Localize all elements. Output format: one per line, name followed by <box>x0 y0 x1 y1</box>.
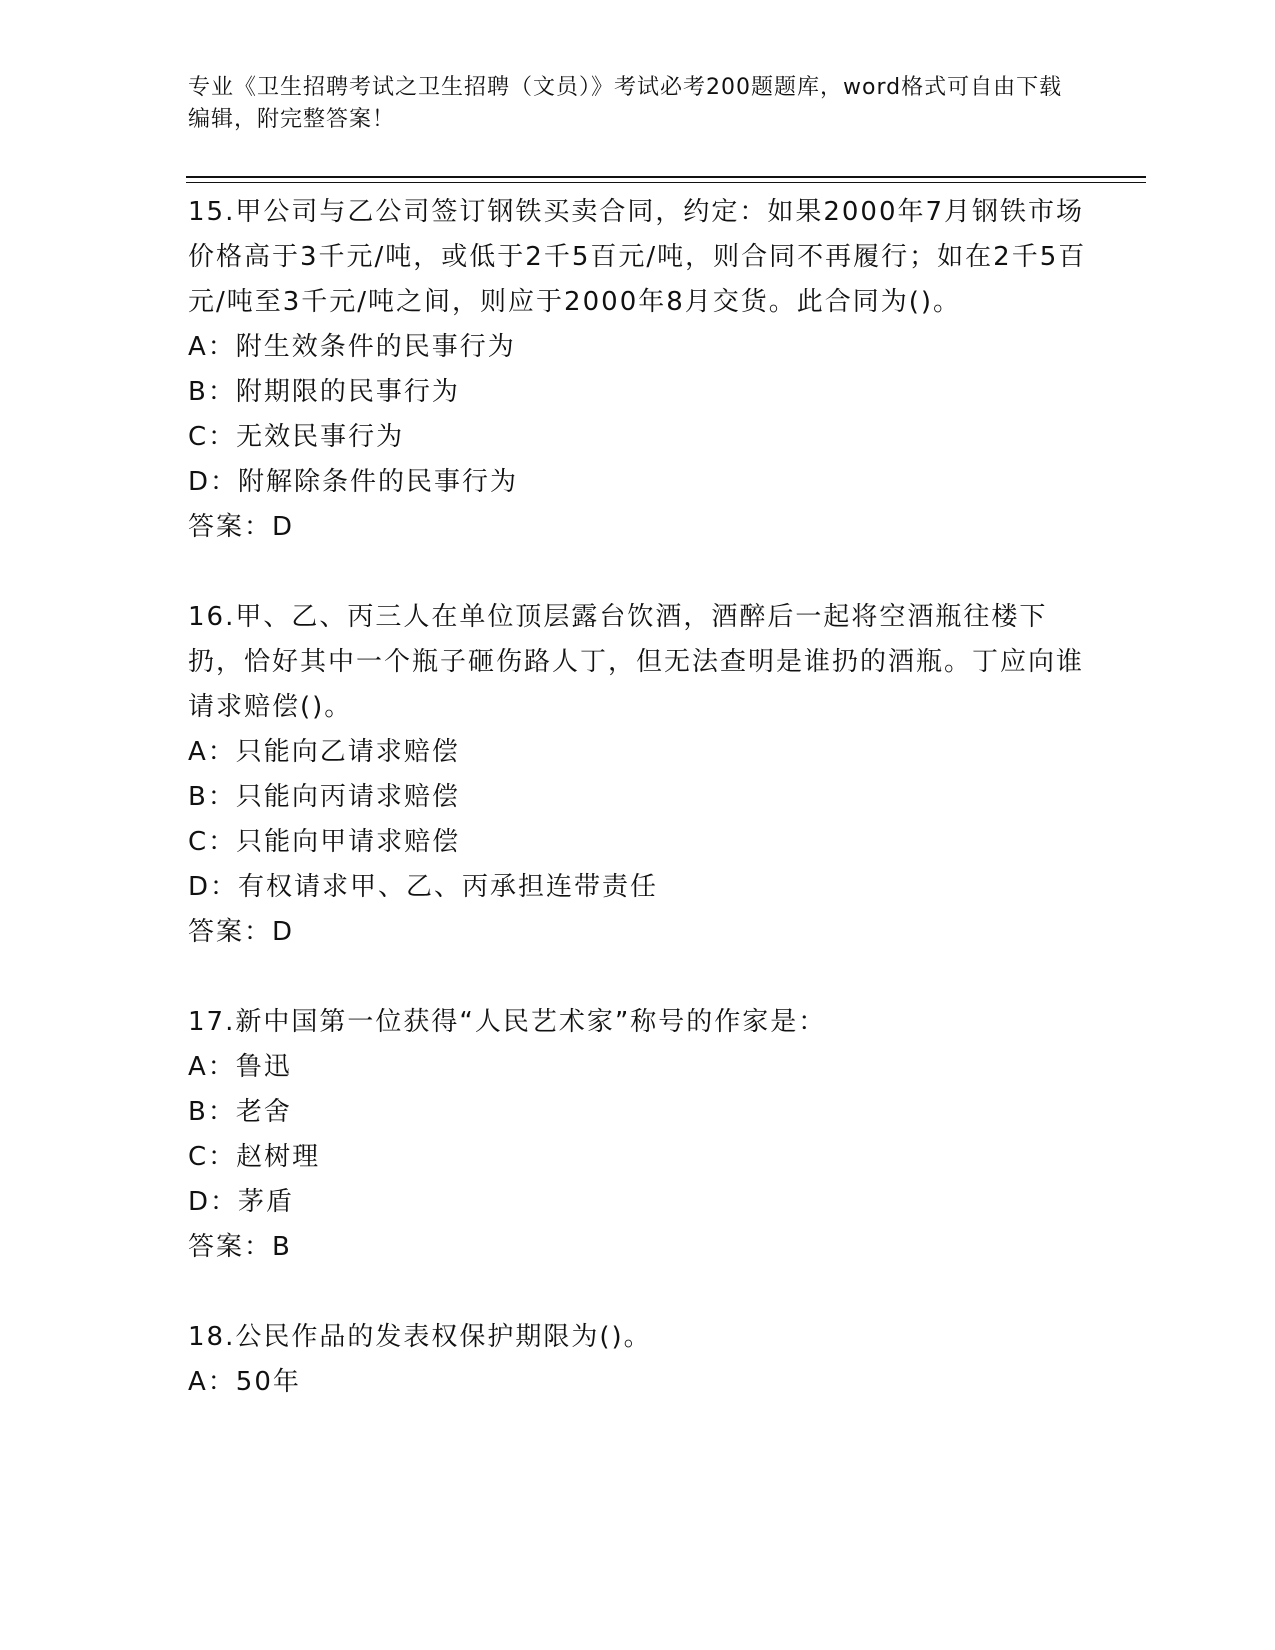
option-a: A：鲁迅 <box>188 1052 292 1082</box>
question-text: 15.甲公司与乙公司签订钢铁买卖合同，约定：如果2000年7月钢铁市场价格高于3千元/吨，或低于2千5百元/吨，则合同不再履行；如在2千5百元/吨至3千元/吨之间，则应于2000年8月交货。此合同为()。 <box>188 197 1087 317</box>
option-c: C：只能向甲请求赔偿 <box>188 827 461 857</box>
question-block <box>188 190 1088 550</box>
answer: 答案：D <box>188 917 295 947</box>
answer: 答案：D <box>188 512 295 542</box>
option-d: D：有权请求甲、乙、丙承担连带责任 <box>188 872 659 902</box>
answer: 答案：B <box>188 1232 292 1262</box>
divider-thick <box>186 176 1146 178</box>
option-b: B：附期限的民事行为 <box>188 377 460 407</box>
question-block <box>188 1000 1088 1270</box>
questions-container <box>188 190 1088 1405</box>
question-block <box>188 1315 1088 1405</box>
question-text: 16.甲、乙、丙三人在单位顶层露台饮酒，酒醉后一起将空酒瓶往楼下扔，恰好其中一个瓶子砸伤路人丁，但无法查明是谁扔的酒瓶。丁应向谁请求赔偿()。 <box>188 602 1085 722</box>
option-a: A：50年 <box>188 1367 301 1397</box>
option-d: D：茅盾 <box>188 1187 295 1217</box>
question-block <box>188 595 1088 955</box>
option-a: A：只能向乙请求赔偿 <box>188 737 460 767</box>
option-a: A：附生效条件的民事行为 <box>188 332 516 362</box>
divider-thin <box>186 182 1146 183</box>
option-d: D：附解除条件的民事行为 <box>188 467 519 497</box>
question-text: 18.公民作品的发表权保护期限为()。 <box>188 1322 652 1352</box>
question-text: 17.新中国第一位获得“人民艺术家”称号的作家是： <box>188 1007 827 1037</box>
option-b: B：老舍 <box>188 1097 292 1127</box>
option-c: C：赵树理 <box>188 1142 321 1172</box>
option-b: B：只能向丙请求赔偿 <box>188 782 460 812</box>
document-intro: 专业《卫生招聘考试之卫生招聘（文员）》考试必考200题题库，word格式可自由下载编辑，附完整答案！ <box>188 75 1063 132</box>
option-c: C：无效民事行为 <box>188 422 405 452</box>
